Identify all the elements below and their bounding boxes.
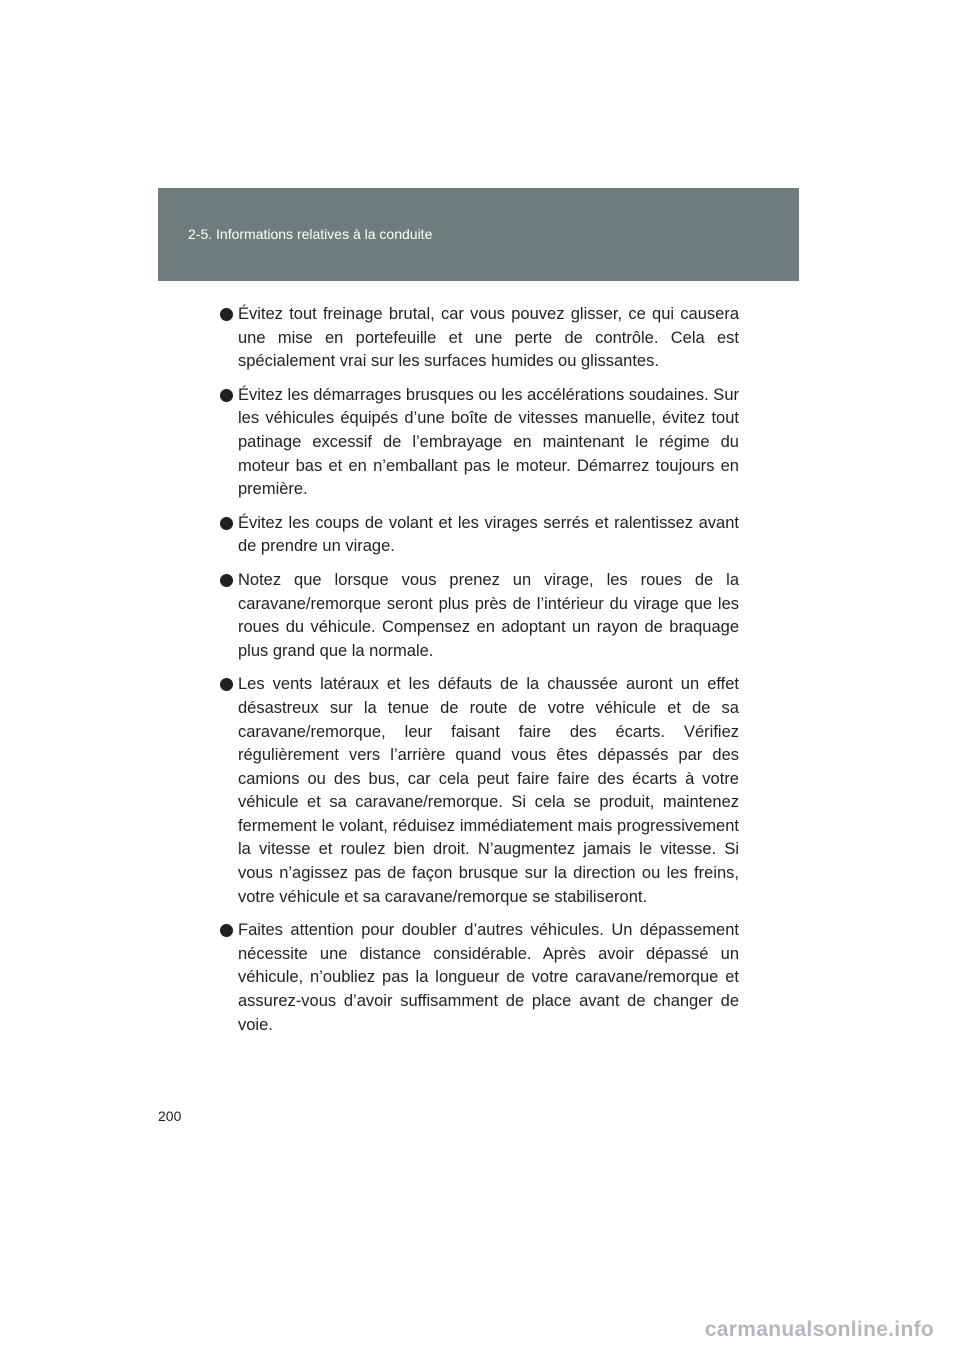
list-item-text: Notez que lorsque vous prenez un virage, les roues de la caravane/remorque seront plus près de l’intérieur du virage que les roues du véhicule. Compensez en adoptant un rayon de braquage plus grand que la normale. bbox=[238, 570, 739, 660]
bullet-icon bbox=[220, 678, 233, 691]
bullet-icon bbox=[220, 389, 233, 402]
list-item-text: Faites attention pour doubler d’autres véhicules. Un dépassement nécessite une distance considérable. Après avoir dépassé un véhicule, n’oubliez pas la longueur de votre caravane/remorque et assurez-vous d’avoir suffisamment de place avant de changer de voie. bbox=[238, 921, 739, 1034]
watermark: carmanualsonline.info bbox=[704, 1318, 934, 1341]
list-item-text: Évitez tout freinage brutal, car vous pouvez glisser, ce qui causera une mise en portefeuille et une perte de contrôle. Cela est spécialement vrai sur les surfaces humides ou glissantes. bbox=[238, 305, 739, 371]
bullet-list bbox=[216, 303, 739, 1047]
bullet-icon bbox=[220, 308, 233, 321]
list-item bbox=[216, 384, 739, 502]
list-item bbox=[216, 673, 739, 909]
list-item bbox=[216, 303, 739, 374]
section-header-band bbox=[158, 188, 799, 281]
list-item-text: Évitez les coups de volant et les virages serrés et ralentissez avant de prendre un virage. bbox=[238, 513, 739, 556]
bullet-icon bbox=[220, 924, 233, 937]
list-item bbox=[216, 512, 739, 559]
bullet-icon bbox=[220, 517, 233, 530]
section-title: 2-5. Informations relatives à la conduite bbox=[188, 226, 433, 242]
list-item bbox=[216, 919, 739, 1037]
list-item bbox=[216, 569, 739, 663]
list-item-text: Les vents latéraux et les défauts de la chaussée auront un effet désastreux sur la tenue de route de votre véhicule et de sa caravane/remorque, leur faisant faire des écarts. Vérifiez régulièrement vers l’arrière quand vous êtes dépassés par des camions ou des bus, car cela peut faire faire des écarts à votre véhicule et sa caravane/remorque. Si cela se produit, maintenez fermement le volant, réduisez immédiatement mais progressivement la vitesse et roulez bien droit. N’augmentez jamais le vitesse. Si vous n’agissez pas de façon brusque sur la direction ou les freins, votre véhicule et sa caravane/remorque se stabiliseront. bbox=[238, 675, 739, 906]
bullet-icon bbox=[220, 574, 233, 587]
page-number: 200 bbox=[158, 1108, 182, 1124]
list-item-text: Évitez les démarrages brusques ou les accélérations soudaines. Sur les véhicules équipés d’une boîte de vitesses manuelle, évitez tout patinage excessif de l’embrayage en maintenant le régime du moteur bas et en n’emballant pas le moteur. Démarrez toujours en première. bbox=[238, 385, 739, 499]
